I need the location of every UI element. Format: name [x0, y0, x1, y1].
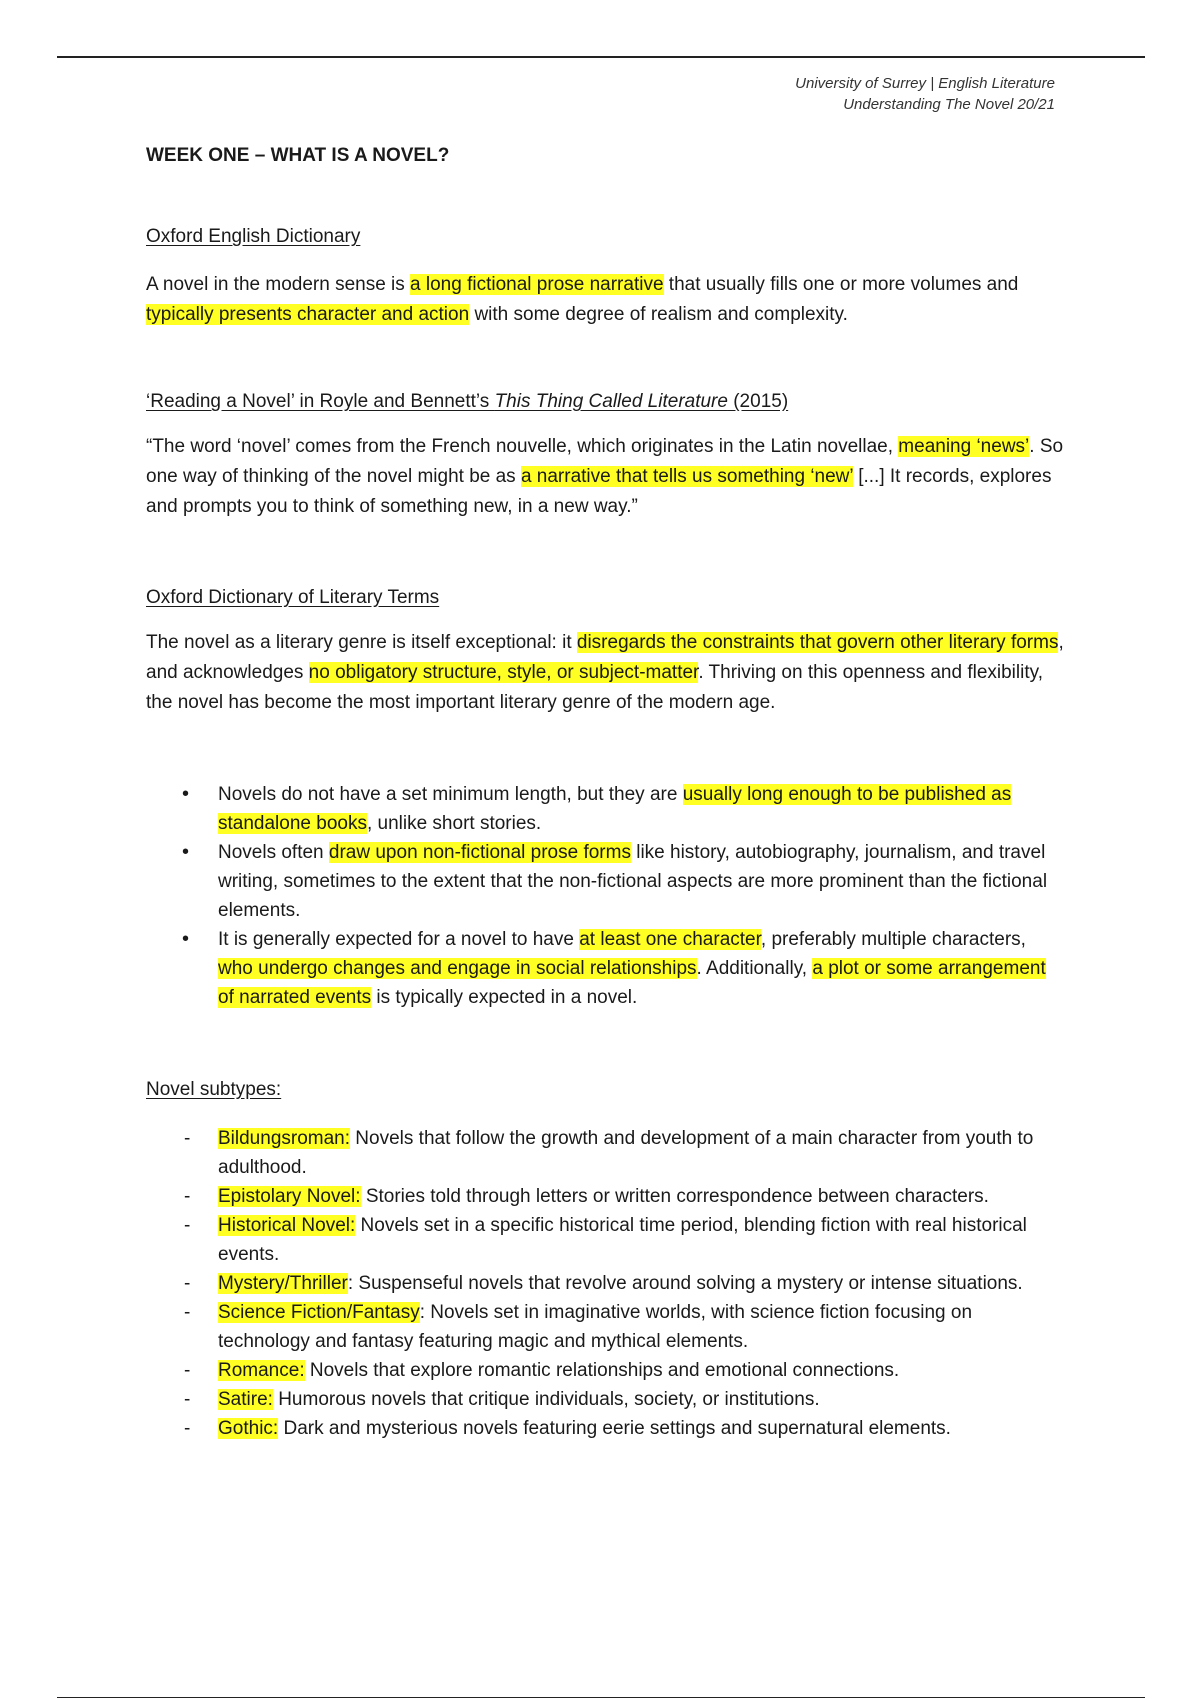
top-rule	[57, 56, 1145, 58]
list-item	[146, 838, 1066, 925]
bullet-text: , unlike short stories.	[366, 813, 542, 834]
oed-text-3: with some degree of realism and complexity.	[469, 304, 848, 325]
bullet-text: like history, autobiography, journalism, and travel writing, sometimes to the extent that the non-fictional aspects are more prominent than the fictional elements.	[218, 842, 1048, 921]
odlt-text-3: . Thriving on this openness and flexibility, the novel has become the most important literary genre of the modern age.	[146, 662, 1043, 713]
list-item	[146, 925, 1066, 1012]
list-item	[146, 1182, 1066, 1211]
oed-highlight-1: a long fictional prose narrative	[410, 274, 664, 295]
bullet-text: Novels do not have a set minimum length, but they are	[218, 784, 683, 805]
list-item	[146, 1298, 1066, 1356]
oed-definition	[146, 270, 1066, 330]
bullet-highlight: who undergo changes and engage in social relationships	[218, 958, 697, 979]
odlt-heading: Oxford Dictionary of Literary Terms	[146, 587, 440, 608]
page-header	[795, 73, 1055, 115]
list-item	[146, 1211, 1066, 1269]
page-title: WEEK ONE – WHAT IS A NOVEL?	[146, 145, 450, 166]
subtype-desc: Dark and mysterious novels featuring eerie settings and supernatural elements.	[278, 1418, 951, 1439]
subtype-term: Satire:	[218, 1389, 273, 1410]
subtype-desc: Novels that follow the growth and development of a main character from youth to adulthood.	[218, 1128, 1034, 1178]
royle-heading-a: ‘Reading a Novel’ in Royle and Bennett’s	[146, 391, 495, 412]
subtype-desc: : Suspenseful novels that revolve around solving a mystery or intense situations.	[347, 1273, 1023, 1294]
subtype-term: Romance:	[218, 1360, 305, 1381]
subtypes-list	[146, 1124, 1066, 1443]
list-item	[146, 1356, 1066, 1385]
list-item	[146, 1414, 1066, 1443]
bullet-highlight: usually long enough to be published as standalone books	[218, 784, 1012, 834]
odlt-definition	[146, 628, 1066, 718]
bullet-highlight: at least one character	[579, 929, 761, 950]
subtype-term: Gothic:	[218, 1418, 279, 1439]
bullet-text: , preferably multiple characters,	[760, 929, 1026, 950]
bullet-highlight: a plot or some arrangement of narrated events	[218, 958, 1046, 1008]
odlt-text-1: The novel as a literary genre is itself exceptional: it	[146, 632, 577, 653]
oed-text-2: that usually fills one or more volumes and	[663, 274, 1019, 295]
royle-text-1: “The word ‘novel’ comes from the French nouvelle, which originates in the Latin novellae,	[146, 436, 899, 457]
bullet-text: . Additionally,	[696, 958, 813, 979]
subtypes-heading: Novel subtypes:	[146, 1079, 282, 1100]
royle-book-title: This Thing Called Literature	[494, 391, 728, 412]
subtype-term: Historical Novel:	[218, 1215, 356, 1236]
odlt-text-2: , and acknowledges	[146, 632, 1064, 683]
bullet-highlight: draw upon non-fictional prose forms	[328, 842, 631, 863]
header-course: Understanding The Novel 20/21	[843, 96, 1055, 113]
subtype-term: Bildungsroman:	[218, 1128, 351, 1149]
novel-characteristics-list	[146, 780, 1066, 1012]
subtype-term: Science Fiction/Fantasy	[218, 1302, 420, 1323]
bullet-text: is typically expected in a novel.	[371, 987, 638, 1008]
royle-quote	[146, 432, 1066, 522]
royle-heading-year: (2015)	[727, 391, 789, 412]
royle-text-2: . So one way of thinking of the novel might be as	[146, 436, 1064, 487]
list-item	[146, 1385, 1066, 1414]
oed-highlight-2: typically presents character and action	[146, 304, 470, 325]
subtype-desc: Humorous novels that critique individuals, society, or institutions.	[272, 1389, 820, 1410]
list-item	[146, 1124, 1066, 1182]
subtype-desc: Novels that explore romantic relationships and emotional connections.	[304, 1360, 900, 1381]
royle-highlight-1: meaning ‘news’	[898, 436, 1030, 457]
bottom-rule	[57, 1697, 1145, 1698]
list-item	[146, 780, 1066, 838]
royle-text-3: [...] It records, explores and prompts you to think of something new, in a new way.”	[146, 466, 1052, 517]
list-item	[146, 1269, 1066, 1298]
odlt-highlight-1: disregards the constraints that govern other literary forms	[576, 632, 1059, 653]
subtype-term: Epistolary Novel:	[218, 1186, 361, 1207]
royle-heading	[146, 391, 1066, 413]
subtype-term: Mystery/Thriller	[218, 1273, 348, 1294]
subtype-desc: Stories told through letters or written correspondence between characters.	[360, 1186, 989, 1207]
oed-heading: Oxford English Dictionary	[146, 226, 361, 247]
odlt-highlight-2: no obligatory structure, style, or subject-matter	[308, 662, 699, 683]
bullet-text: It is generally expected for a novel to have	[218, 929, 580, 950]
bullet-text: Novels often	[218, 842, 329, 863]
royle-highlight-2: a narrative that tells us something ‘new’	[520, 466, 853, 487]
header-institution: University of Surrey | English Literature	[795, 75, 1055, 92]
oed-text-1: A novel in the modern sense is	[146, 274, 411, 295]
subtype-desc: : Novels set in imaginative worlds, with science fiction focusing on technology and fantasy featuring magic and mythical elements.	[218, 1302, 973, 1352]
subtype-desc: Novels set in a specific historical time period, blending fiction with real historical events.	[218, 1215, 1027, 1265]
